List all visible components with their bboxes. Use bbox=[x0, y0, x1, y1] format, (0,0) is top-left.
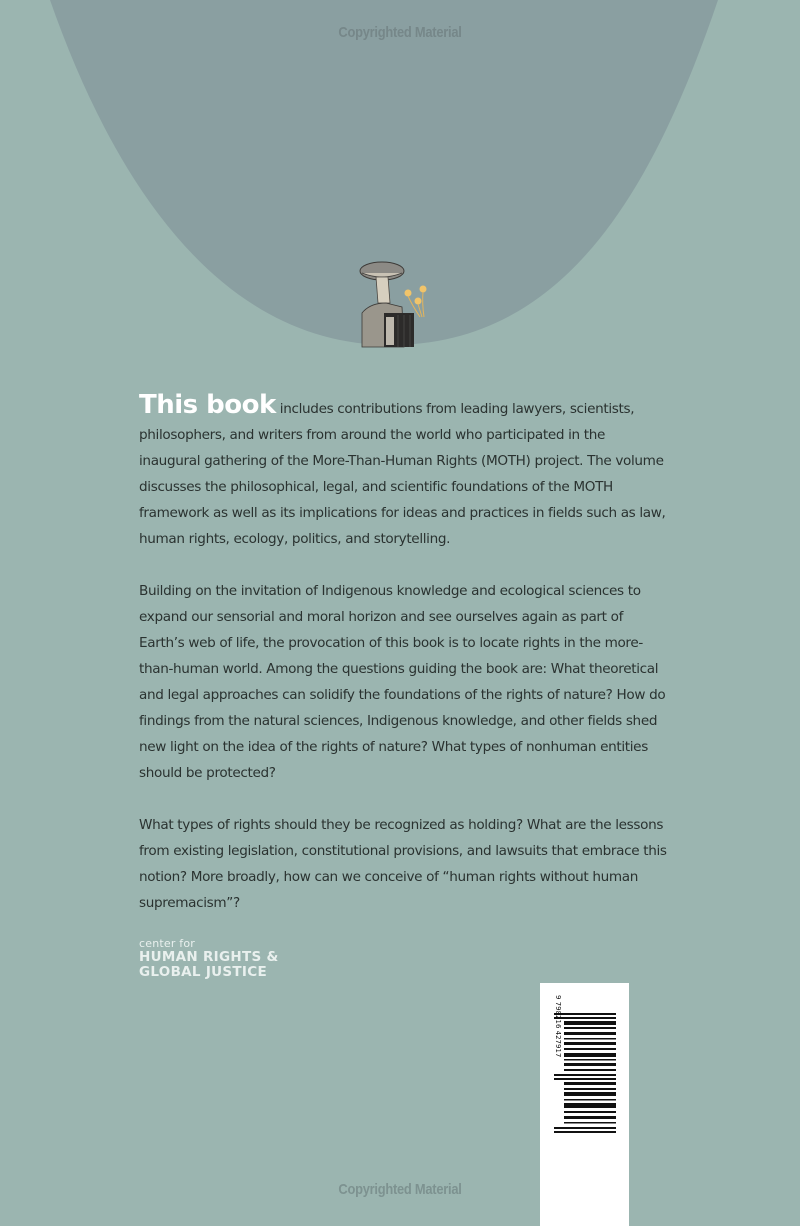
blurb-paragraph-2: Building on the invitation of Indigenous knowledge and ecological sciences to expand our sensorial and moral horizon and see ourselves again as part of Earth’s web of life, the provocation of this book is to locate rights in the more-than-human world. Among the questions guiding the book are: What theoretical and legal approaches can solidify the foundations of the rights of nature? How do findings from the natural sciences, Indigenous knowledge, and other fields shed new light on the idea of the rights of nature? What types of nonhuman entities should be protected? bbox=[139, 583, 666, 781]
barcode-icon bbox=[552, 991, 618, 1151]
book-description bbox=[139, 392, 669, 942]
blurb-paragraph-1 bbox=[139, 392, 669, 552]
copyright-watermark-top: Copyrighted Material bbox=[338, 24, 462, 41]
blurb-paragraph-3: What types of rights should they be recognized as holding? What are the lessons from existing legislation, constitutional provisions, and lawsuits that embrace this notion? More broadly, how can we conceive of “human rights without human supremacism”? bbox=[139, 817, 667, 911]
logo-line-2: HUMAN RIGHTS & bbox=[139, 949, 279, 965]
logo-line-3: GLOBAL JUSTICE bbox=[139, 964, 267, 980]
logo-line-1: center for bbox=[139, 937, 196, 950]
publisher-logo bbox=[139, 938, 279, 980]
blurb-paragraph-1-text: includes contributions from leading lawyers, scientists, philosophers, and writers from around the world who participated in the inaugural gathering of the More-Than-Human Rights (MOTH) project. The volume discusses the philosophical, legal, and scientific foundations of the MOTH framework as well as its implications for ideas and practices in fields such as law, human rights, ecology, politics, and storytelling. bbox=[139, 401, 666, 547]
copyright-watermark-bottom: Copyrighted Material bbox=[338, 1181, 462, 1198]
blurb-lead-heading: This book bbox=[139, 390, 276, 420]
barcode-digits: 9 798216 427917 bbox=[554, 995, 562, 1058]
mushroom-accordion-player-icon bbox=[340, 255, 450, 350]
